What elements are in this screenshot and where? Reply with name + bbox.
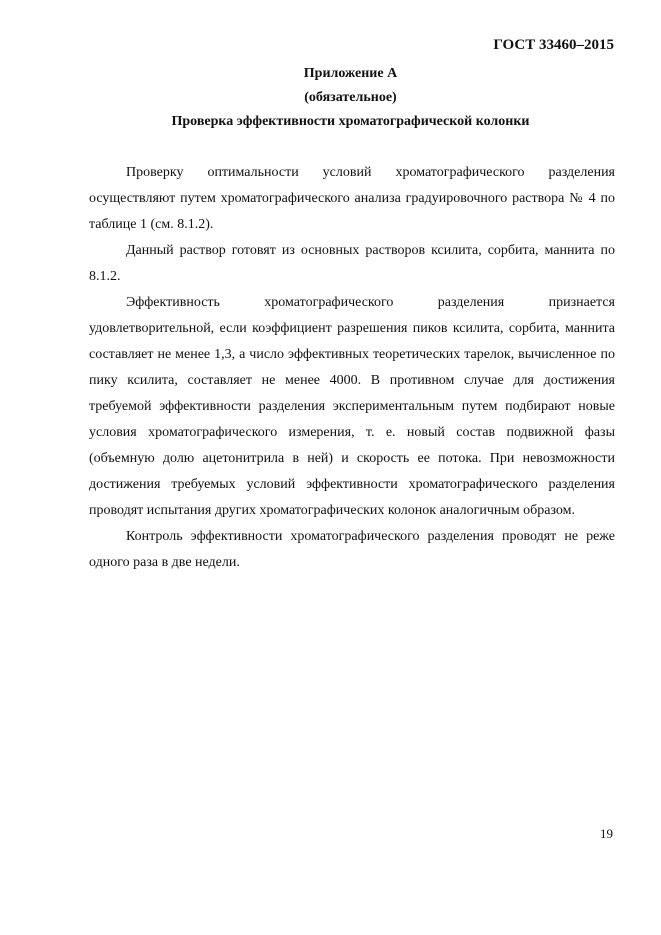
document-code: ГОСТ 33460–2015 (493, 37, 614, 53)
appendix-title: Проверка эффективности хроматографической колонки (171, 114, 530, 129)
paragraph: Проверку оптимальности условий хроматографического разделения осуществляют путем хроматографического анализа градуировочного раствора № 4 по таблице 1 (см. 8.1.2). (89, 165, 615, 232)
paragraph: Данный раствор готовят из основных растворов ксилита, сорбита, маннита по 8.1.2. (89, 243, 615, 284)
body-text (89, 160, 615, 576)
page-number: 19 (600, 826, 613, 841)
appendix-label: Приложение А (303, 66, 398, 81)
appendix-status: (обязательное) (304, 90, 397, 105)
paragraph: Эффективность хроматографического разделения признается удовлетворительной, если коэффициент разрешения пиков ксилита, сорбита, маннита составляет не менее 1,3, а число эффективных теоретических тарелок, вычисленное по пику ксилита, составляет не менее 4000. В противном случае для достижения требуемой эффективности разделения экспериментальным путем подбирают новые условия хроматографического измерения, т. е. новый состав подвижной фазы (объемную долю ацетонитрила в ней) и скорость ее потока. При невозможности достижения требуемых условий эффективности хроматографического разделения проводят испытания других хроматографических колонок аналогичным образом. (89, 295, 615, 518)
paragraph: Контроль эффективности хроматографического разделения проводят не реже одного раза в две недели. (89, 529, 615, 570)
